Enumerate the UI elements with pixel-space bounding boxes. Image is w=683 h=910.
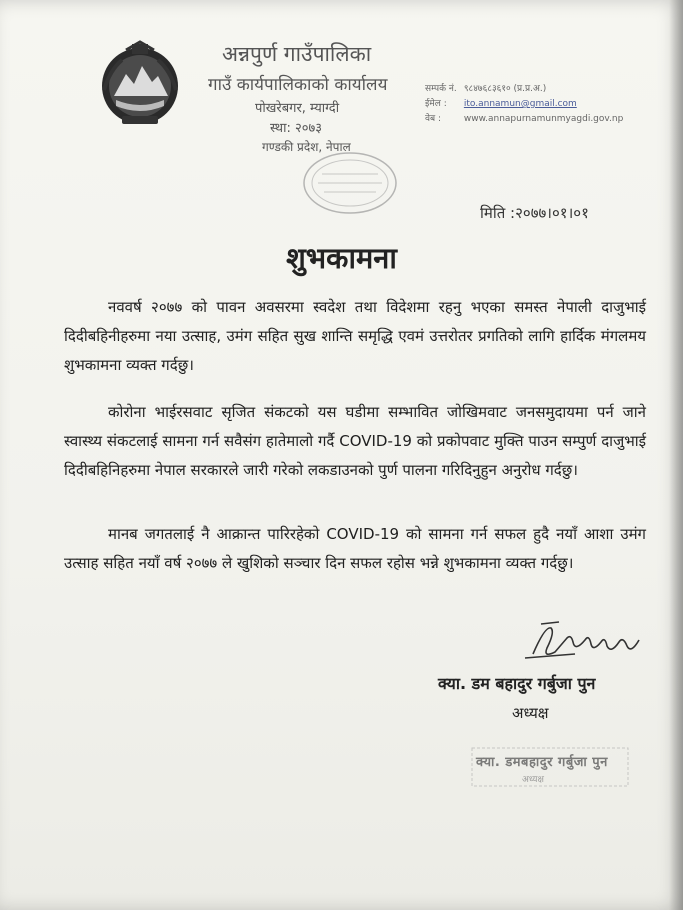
contact-email-row xyxy=(425,97,623,112)
paragraph-new-year xyxy=(64,293,646,380)
province-name: गण्डकी प्रदेश, नेपाल xyxy=(262,140,351,154)
phone-label: सम्पर्क नं. xyxy=(425,84,457,94)
paragraph-text: नववर्ष २०७७ को पावन अवसरमा स्वदेश तथा विदेशमा रहनु भएका समस्त नेपाली दाजुभाई दिदीबहिनीहरुमा नया उत्साह, उमंग सहित सुख शान्ति समृद्धि एवमं उत्तरोतर प्रगतिको लागि हार्दिक मंगलमय शुभकामना व्यक्त गर्दछु। xyxy=(64,298,646,374)
letter-heading: शुभकामना xyxy=(286,241,397,275)
established-year: स्था: २०७३ xyxy=(270,121,323,136)
handwritten-signature xyxy=(515,618,655,666)
contact-phone-row xyxy=(425,82,623,97)
paper-edge-shadow xyxy=(669,0,683,910)
letter-date: मिति :२०७७।०१।०१ xyxy=(480,204,589,222)
paragraph-wishes xyxy=(64,520,646,578)
municipality-title: अन्नपुर्ण गाउँपालिका xyxy=(222,42,372,66)
nepal-emblem-logo xyxy=(96,40,184,128)
office-name: गाउँ कार्यपालिकाको कार्यालय xyxy=(208,75,388,95)
web-label: वेब : xyxy=(425,114,442,124)
contact-web-row xyxy=(425,112,623,127)
name-stamp-subtext: अध्यक्ष xyxy=(522,775,544,785)
paragraph-corona-lockdown xyxy=(64,398,646,485)
contact-block xyxy=(425,82,623,127)
paragraph-text: कोरोना भाईरसवाट सृजित संकटको यस घडीमा सम्भावित जोखिमवाट जनसमुदायमा पर्न जाने स्वास्थ्य संकटलाई सामना गर्न सवैसंग हातेमालो गर्दै COVID-19 को प्रकोपवाट मुक्ति पाउन सम्पुर्ण दाजुभाई दिदीबहिनिहरुमा नेपाल सरकारले जारी गरेको लकडाउनको पुर्ण पालना गरिदिनुहुन अनुरोध गर्दछु। xyxy=(64,403,646,479)
signatory-name: क्या. डम बहादुर गर्बुजा पुन xyxy=(438,674,596,693)
name-stamp-text: क्या. डमबहादुर गर्बुजा पुन xyxy=(476,755,608,770)
email-link[interactable]: ito.annamun@gmail.com xyxy=(463,99,577,109)
phone-value: ९८४७६८३६१० (प्र.प्र.अ.) xyxy=(463,84,547,94)
paragraph-text: मानब जगतलाई नै आक्रान्त पारिरहेको COVID-19 को सामना गर्न सफल हुदै नयाँ आशा उमंग उत्साह सहित नयाँ वर्ष २०७७ ले खुशिको सञ्चार दिन सफल रहोस भन्ने शुभकामना व्यक्त गर्दछु। xyxy=(64,525,646,572)
email-label: ईमेल : xyxy=(425,99,447,109)
signatory-title: अध्यक्ष xyxy=(512,704,549,722)
office-round-stamp xyxy=(300,150,400,216)
office-address: पोखरेबगर, म्याग्दी xyxy=(255,101,340,116)
web-value: www.annapurnamunmyagdi.gov.np xyxy=(463,114,624,124)
